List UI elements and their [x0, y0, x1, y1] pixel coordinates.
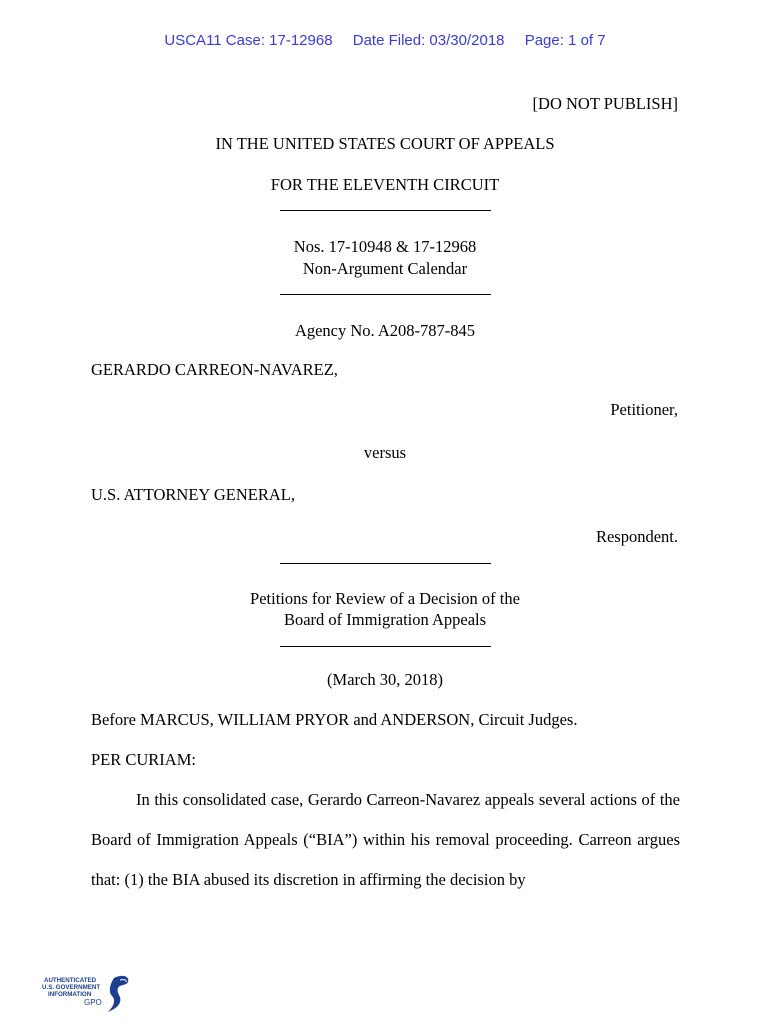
calendar-type: Non-Argument Calendar	[302, 259, 468, 278]
petitioner-name: GERARDO CARREON-NAVAREZ,	[91, 360, 338, 379]
per-curiam-heading: PER CURIAM:	[91, 750, 196, 769]
svg-text:INFORMATION: INFORMATION	[48, 991, 92, 998]
ecf-header	[0, 32, 770, 49]
panel-judges: Before MARCUS, WILLIAM PRYOR and ANDERSON, Circuit Judges.	[91, 710, 578, 729]
case-numbers: Nos. 17-10948 & 17-12968	[293, 237, 477, 256]
publish-tag: [DO NOT PUBLISH]	[532, 94, 678, 113]
agency-number: Agency No. A208-787-845	[294, 321, 476, 340]
versus-label: versus	[363, 443, 407, 462]
divider-rule	[280, 646, 491, 647]
petition-line1: Petitions for Review of a Decision of the	[250, 589, 520, 608]
divider-rule	[280, 563, 491, 564]
opinion-paragraph: In this consolidated case, Gerardo Carreon-Navarez appeals several actions of the Board of Immigration Appeals (“BIA”) within his removal proceeding. Carreon argues that: (1) the BIA abused its discretion in affirming the decision by	[91, 790, 680, 889]
divider-rule	[280, 294, 491, 295]
divider-rule	[280, 210, 491, 211]
gpo-eagle-icon	[42, 972, 134, 1016]
date-filed-header: Date Filed: 03/30/2018	[352, 32, 505, 49]
petition-line2: Board of Immigration Appeals	[283, 610, 487, 629]
svg-text:GPO: GPO	[84, 998, 102, 1007]
respondent-name: U.S. ATTORNEY GENERAL,	[91, 485, 295, 504]
gpo-authenticated-logo	[42, 972, 134, 1016]
page-count-header: Page: 1 of 7	[524, 32, 606, 49]
svg-text:U.S. GOVERNMENT: U.S. GOVERNMENT	[42, 984, 101, 991]
court-name-line2: FOR THE ELEVENTH CIRCUIT	[270, 175, 500, 194]
decision-date: (March 30, 2018)	[327, 670, 443, 689]
court-name-line1: IN THE UNITED STATES COURT OF APPEALS	[215, 134, 555, 153]
svg-text:AUTHENTICATED: AUTHENTICATED	[44, 977, 97, 984]
case-number-header: USCA11 Case: 17-12968	[164, 32, 333, 49]
petitioner-role: Petitioner,	[610, 400, 678, 419]
respondent-role: Respondent.	[595, 527, 678, 546]
